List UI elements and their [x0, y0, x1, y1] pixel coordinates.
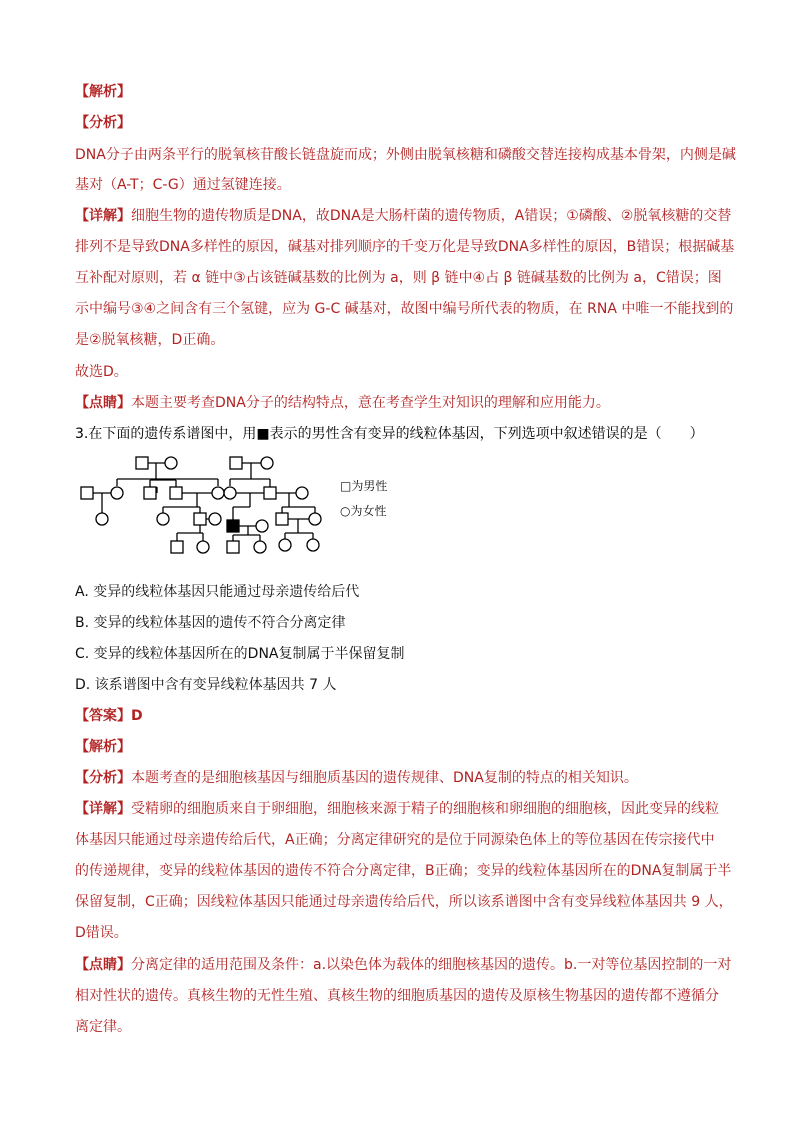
- legend-female: ○为女性: [340, 504, 387, 518]
- pedigree-female: [111, 487, 123, 499]
- pedigree-male: [171, 541, 183, 553]
- xiangjie-tag-2: 【详解】: [75, 801, 131, 817]
- xiangjie-line-1: 细胞生物的遗传物质是DNA，故DNA是大肠杆菌的遗传物质，A错误；①磷酸、②脱氧核糖的交替: [131, 208, 732, 224]
- pedigree-female: [197, 541, 209, 553]
- xiangjie-line-2: 排列不是导致DNA多样性的原因，碱基对排列顺序的千变万化是导致DNA多样性的原因，B错误；根据碱基: [75, 239, 735, 255]
- dianjing-paragraph-2: [75, 955, 731, 975]
- pedigree-affected-male: [227, 520, 239, 532]
- dianjing2-line-1: 分离定律的适用范围及条件：a.以染色体为载体的细胞核基因的遗传。b.一对等位基因控制的一对: [131, 957, 732, 973]
- answer-label: 【答案】D: [75, 708, 143, 724]
- dianjing-text: 本题主要考查DNA分子的结构特点，意在考查学生对知识的理解和应用能力。: [131, 395, 610, 411]
- pedigree-female: [224, 487, 236, 499]
- dianjing2-line-3: 离定律。: [75, 1019, 131, 1035]
- pedigree-female: [209, 513, 221, 525]
- xiangjie2-line-3: 的传递规律，变异的线粒体基因的遗传不符合分离定律，B正确；变异的线粒体基因所在的DNA复制属于半: [75, 863, 732, 879]
- fenxi-line-2: 基对（A-T；C-G）通过氢键连接。: [75, 177, 291, 193]
- dianjing-paragraph-1: [75, 393, 610, 413]
- pedigree-male: [264, 487, 276, 499]
- pedigree-male: [230, 457, 242, 469]
- question-3: 3.在下面的遗传系谱图中，用■表示的男性含有变异的线粒体基因，下列选项中叙述错误的是（ ）: [75, 426, 704, 442]
- pedigree-female: [157, 513, 169, 525]
- option-d: D. 该系谱图中含有变异线粒体基因共 7 人: [75, 677, 337, 693]
- pedigree-female: [165, 457, 177, 469]
- option-c: C. 变异的线粒体基因所在的DNA复制属于半保留复制: [75, 646, 405, 662]
- xiangjie-line-3: 互补配对原则，若 α 链中③占该链碱基数的比例为 a，则 β 链中④占 β 链碱基数的比例为 a，C错误；图: [75, 270, 722, 286]
- section-heading-jiexi-2: 【解析】: [75, 739, 131, 755]
- xiangjie2-line-4: 保留复制，C正确；因线粒体基因只能通过母亲遗传给后代，所以该系谱图中含有变异线粒体基因共 9 人，: [75, 894, 733, 910]
- pedigree-female: [309, 513, 321, 525]
- pedigree-male: [136, 457, 148, 469]
- legend-male: □为男性: [340, 479, 388, 493]
- pedigree-diagram: [70, 455, 330, 570]
- section-heading-fenxi: 【分析】: [75, 115, 131, 131]
- option-b: B. 变异的线粒体基因的遗传不符合分离定律: [75, 615, 346, 631]
- pedigree-female: [261, 457, 273, 469]
- pedigree-female: [307, 539, 319, 551]
- dianjing2-line-2: 相对性状的遗传。真核生物的无性生殖、真核生物的细胞质基因的遗传及原核生物基因的遗传都不遵循分: [75, 988, 719, 1004]
- pedigree-female: [256, 520, 268, 532]
- fenxi-line-1: DNA分子由两条平行的脱氧核苷酸长链盘旋而成；外侧由脱氧核糖和磷酸交替连接构成基本骨架，内侧是碱: [75, 147, 736, 163]
- pedigree-female: [96, 513, 108, 525]
- dianjing-tag: 【点睛】: [75, 395, 131, 411]
- pedigree-male: [194, 513, 206, 525]
- fenxi-text-2: 本题考查的是细胞核基因与细胞质基因的遗传规律、DNA复制的特点的相关知识。: [131, 770, 638, 786]
- xiangjie-line-4: 示中编号③④之间含有三个氢键，应为 G-C 碱基对，故图中编号所代表的物质，在 RNA 中唯一不能找到的: [75, 301, 734, 317]
- pedigree-male: [170, 487, 182, 499]
- option-a: A. 变异的线粒体基因只能通过母亲遗传给后代: [75, 584, 360, 600]
- pedigree-male: [227, 541, 239, 553]
- xiangjie2-line-1: 受精卵的细胞质来自于卵细胞，细胞核来源于精子的细胞核和卵细胞的细胞核，因此变异的线粒: [131, 801, 719, 817]
- xiangjie-paragraph-1: [75, 206, 731, 226]
- pedigree-male: [144, 487, 156, 499]
- fenxi-tag-2: 【分析】: [75, 770, 131, 786]
- xiangjie-paragraph-2: [75, 799, 719, 819]
- fenxi-paragraph-2: [75, 768, 638, 788]
- xiangjie-line-5: 是②脱氧核糖，D正确。: [75, 332, 225, 348]
- pedigree-female: [279, 539, 291, 551]
- pedigree-female: [296, 487, 308, 499]
- dianjing-tag-2: 【点睛】: [75, 957, 131, 973]
- pedigree-female: [212, 487, 224, 499]
- xiangjie-tag: 【详解】: [75, 208, 131, 224]
- conclusion-text: 故选D。: [75, 364, 128, 380]
- xiangjie2-line-2: 体基因只能通过母亲遗传给后代，A正确；分离定律研究的是位于同源染色体上的等位基因在传宗接代中: [75, 832, 715, 848]
- pedigree-female: [254, 541, 266, 553]
- pedigree-male: [81, 487, 93, 499]
- pedigree-male: [276, 513, 288, 525]
- xiangjie2-line-5: D错误。: [75, 925, 128, 941]
- section-heading-jiexi: 【解析】: [75, 84, 131, 100]
